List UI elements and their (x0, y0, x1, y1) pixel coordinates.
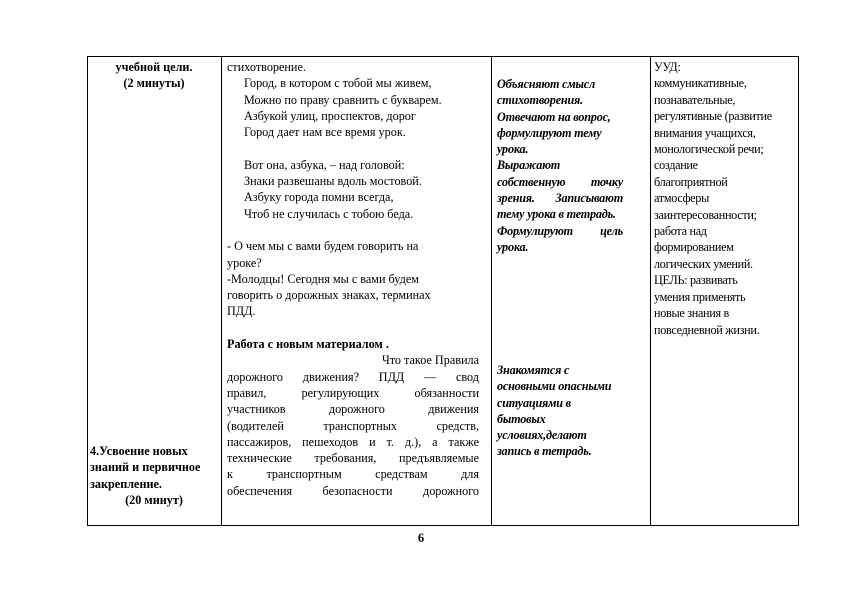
student-activity-text: основными опасными (497, 379, 612, 394)
student-activity-text: формулируют тему (497, 125, 602, 140)
uud-text: УУД: (654, 60, 681, 74)
teacher-answer: говорить о дорожных знаках, терминах (227, 288, 431, 303)
uud-text: ЦЕЛЬ: развивать (654, 273, 738, 288)
student-activity-text: ситуациями в (497, 395, 571, 410)
section-title: Работа с новым материалом . (227, 337, 389, 352)
student-activity-text: тему урока в тетрадь. (497, 207, 616, 222)
poem-line: Азбукой улиц, проспектов, дорог (244, 108, 416, 123)
pdd-text: правил, регулирующих обязанности (227, 385, 479, 400)
poem-line: Можно по праву сравнить с букварем. (244, 92, 442, 107)
stage-duration: (20 минут) (125, 492, 183, 507)
stage-text: знаний и первичное (90, 460, 201, 475)
teacher-answer: ПДД. (227, 304, 256, 319)
column-divider (491, 57, 492, 525)
poem-intro: стихотворение. (227, 60, 306, 74)
poem-line: Город, в котором с тобой мы живем, (244, 76, 432, 91)
uud-text: атмосферы (654, 191, 709, 206)
page-number: 6 (417, 531, 425, 545)
student-activity-text: бытовых (497, 411, 546, 426)
student-activity-text: урока. (497, 142, 529, 157)
uud-text: создание (654, 158, 698, 173)
student-activity-text: Отвечают на вопрос, (497, 109, 611, 124)
stage-text: закрепление. (90, 476, 162, 491)
uud-text: новые знания в (654, 306, 730, 321)
uud-text: коммуникативные, (654, 76, 747, 91)
uud-text: формированием (654, 240, 734, 255)
uud-text: умения применять (654, 289, 746, 304)
uud-text: внимания учащихся, (654, 125, 756, 140)
pdd-text: пассажиров, пешеходов и т. д.), а также (227, 434, 479, 449)
pdd-text: Что такое Правила (381, 353, 479, 368)
student-activity-text: стихотворения. (497, 93, 583, 108)
pdd-text: технические требования, предъявляемые (227, 451, 479, 466)
uud-text: регулятивные (развитие (654, 109, 772, 124)
poem-line: Вот она, азбука, – над головой: (244, 157, 405, 172)
stage-goal-cell (90, 59, 218, 92)
column-divider (221, 57, 222, 525)
student-activity-text: урока. (497, 239, 529, 254)
pdd-text: участников дорожного движения (227, 402, 479, 417)
pdd-text: к транспортным средствам для (227, 467, 479, 482)
pdd-text: (водителей транспортных средств, (227, 418, 479, 433)
uud-text: монологической речи; (654, 142, 764, 157)
student-activity-text: зрения. Записывают (497, 191, 623, 206)
uud-text: повседневной жизни. (654, 322, 760, 337)
lesson-table (87, 56, 799, 526)
student-activity-cell (497, 362, 623, 460)
column-divider (650, 57, 651, 525)
teacher-question: - О чем мы с вами будем говорить на (227, 239, 419, 254)
uud-text: логических умений. (654, 256, 753, 271)
pdd-text: обеспечения безопасности дорожного (227, 483, 479, 498)
poem-line: Чтоб не случилась с тобою беда. (244, 206, 414, 221)
teacher-answer: -Молодцы! Сегодня мы с вами будем (227, 271, 419, 286)
stage-text: 4.Усвоение новых (90, 444, 188, 458)
uud-text: благоприятной (654, 174, 728, 189)
uud-text: работа над (654, 224, 707, 239)
teacher-activity-cell (227, 59, 479, 499)
stage-new-knowledge-cell (90, 443, 218, 508)
pdd-text: дорожного движения? ПДД — свод (227, 369, 479, 384)
student-activity-text: Объясняют смысл (497, 77, 596, 91)
stage-text: учебной цели. (115, 60, 193, 74)
student-activity-text: Выражают (497, 158, 561, 173)
poem-line: Город дает нам все время урок. (244, 125, 406, 140)
uud-text: заинтересованности; (654, 207, 757, 222)
poem-line: Знаки развешаны вдоль мостовой. (244, 174, 422, 189)
uud-text: познавательные, (654, 92, 736, 107)
student-activity-text: условиях,делают (497, 428, 587, 443)
student-activity-text: собственную точку (497, 174, 623, 189)
teacher-question: уроке? (227, 255, 262, 270)
student-activity-text: запись в тетрадь. (497, 444, 592, 459)
student-activity-text: Знакомятся с (497, 363, 570, 377)
stage-duration: (2 минуты) (123, 76, 185, 91)
student-activity-text: Формулируют цель (497, 223, 623, 238)
student-activity-cell (497, 76, 623, 255)
uud-cell (654, 59, 798, 338)
poem-line: Азбуку города помни всегда, (244, 190, 394, 205)
